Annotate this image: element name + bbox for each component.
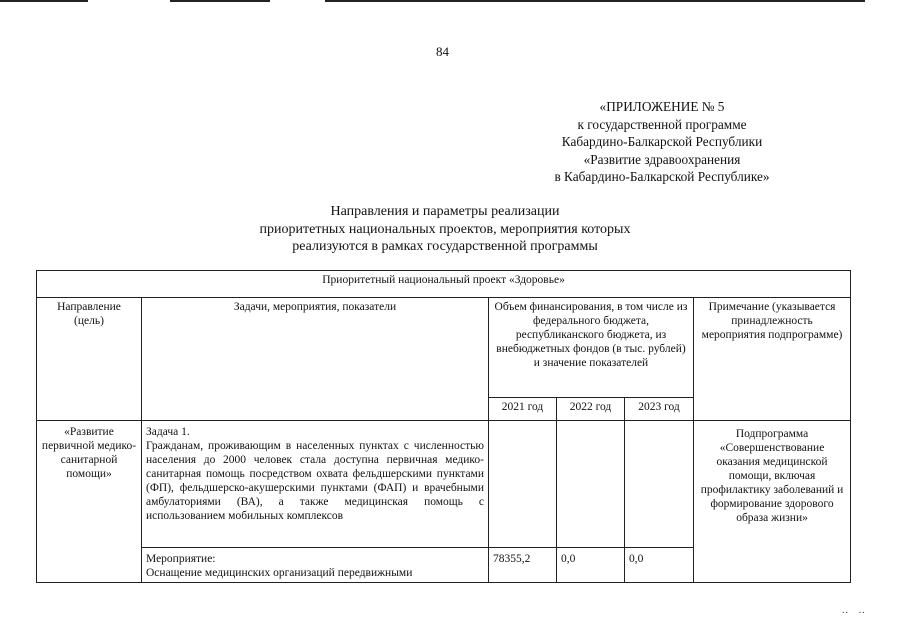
appendix-line: в Кабардино-Балкарской Республике» [554, 169, 770, 184]
appendix-block [497, 98, 827, 186]
document-title [220, 203, 670, 256]
title-line: приоритетных национальных проектов, мероприятия которых [259, 221, 631, 237]
appendix-line: Кабардино-Балкарской Республики [561, 134, 763, 149]
value-2021: 78355,2 [489, 548, 557, 583]
empty-cell [489, 421, 557, 548]
direction-header: Направление (цель) [37, 298, 142, 421]
appendix-title: «ПРИЛОЖЕНИЕ № 5 [599, 99, 725, 114]
scan-edge-mark [0, 0, 88, 2]
task-text: Гражданам, проживающим в населенных пунктах с численностью населения до 2000 человек стала доступна первичная медико-санитарная помощь посредством охвата фельдшерскими пунктами (ФП), фельдшерско-акушерскими пунктами (ФАП) и врачебными амбулаториями (ВА), а также медицинская помощь с использованием мобильных комплексов [146, 440, 484, 522]
task-title: Задача 1. [146, 426, 190, 438]
title-line: реализуются в рамках государственной программы [292, 239, 598, 254]
scan-artifact: ·· ·· [841, 608, 865, 619]
empty-cell [557, 421, 625, 548]
project-header: Приоритетный национальный проект «Здоровье» [37, 271, 851, 298]
empty-cell [625, 421, 694, 548]
note-cell: Подпрограмма «Совершенствование оказания медицинской помощи, включая профилактику заболеваний и формирование здорового образа жизни» [694, 421, 851, 583]
projects-table [36, 270, 851, 583]
appendix-line: «Развитие здравоохранения [583, 151, 741, 167]
direction-cell: «Развитие первичной медико-санитарной помощи» [37, 421, 142, 583]
appendix-line: к государственной программе [577, 116, 747, 132]
scan-edge-mark [325, 0, 865, 2]
task-row [37, 421, 851, 548]
scan-edge-mark [170, 0, 270, 2]
financing-header: Объем финансирования, в том числе из федерального бюджета, республиканского бюджета, из внебюджетных фондов (в тыс. рублей) и значение показателей [489, 298, 694, 398]
year-header: 2023 год [625, 398, 694, 421]
title-line: Направления и параметры реализации [330, 204, 560, 219]
year-header: 2022 год [557, 398, 625, 421]
note-header: Примечание (указывается принадлежность мероприятия подпрограмме) [694, 298, 851, 421]
year-header: 2021 год [489, 398, 557, 421]
measure-label: Мероприятие: [146, 553, 216, 565]
value-2023: 0,0 [625, 548, 694, 583]
measure-cell [142, 548, 489, 583]
value-2022: 0,0 [557, 548, 625, 583]
project-header-row [37, 271, 851, 298]
header-row [37, 298, 851, 398]
measure-text: Оснащение медицинских организаций передвижными [146, 567, 413, 579]
page-number: 84 [436, 44, 449, 59]
tasks-header: Задачи, мероприятия, показатели [142, 298, 489, 421]
task-cell [142, 421, 489, 548]
